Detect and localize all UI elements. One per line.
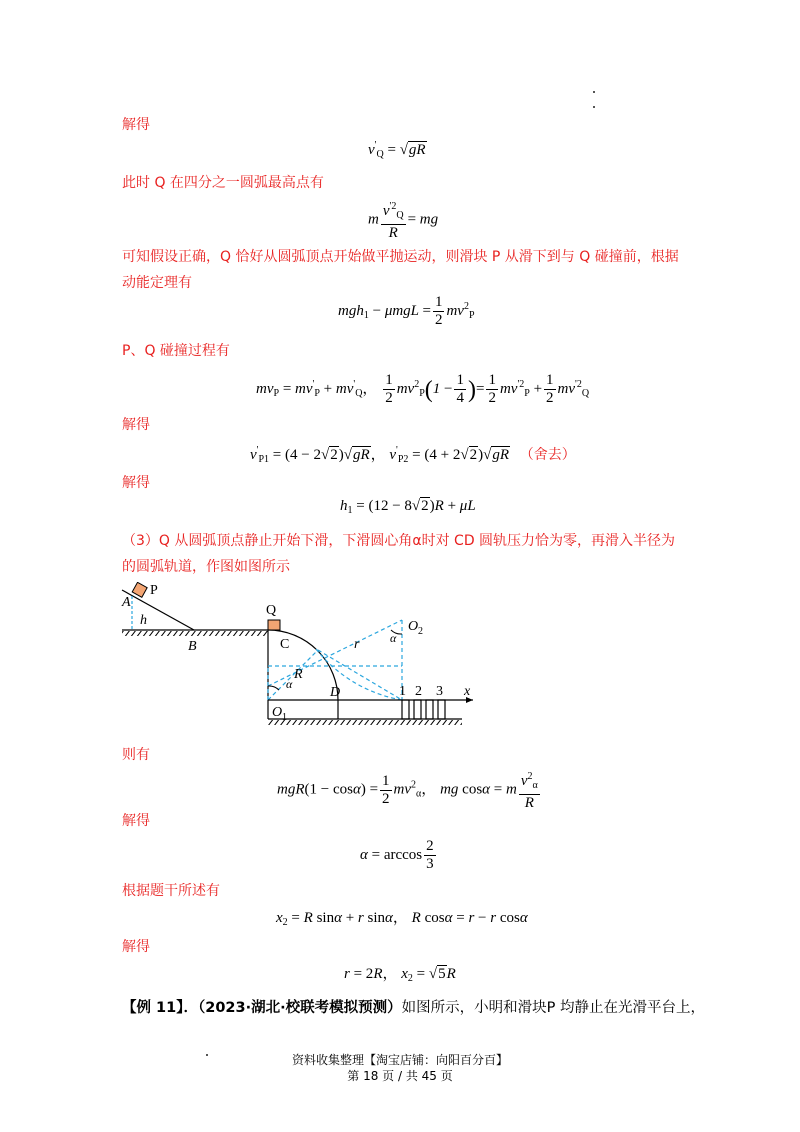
label-o2: O xyxy=(408,619,419,634)
equation-vp-roots: $v'_{P1} = (4 - 2√2)√gR$， $v'_{P2} = (4 + 2√2)√gR$ （舍去） xyxy=(250,445,576,465)
equation-energy: mgh$_1$ − μmgL = $\frac{1}{2}$ $mv^2_P$ xyxy=(338,294,475,328)
example-label: 【例 11】． xyxy=(122,1000,198,1016)
text-then: 则有 xyxy=(122,747,150,763)
equation-vq: $v'_Q = √gR$ xyxy=(368,140,426,160)
label-o1: O xyxy=(272,705,283,720)
line-R-radius xyxy=(268,650,318,700)
left-hatch xyxy=(122,631,268,636)
label-o1-sub: 1 xyxy=(282,712,287,723)
label-alpha-1: α xyxy=(286,677,293,691)
label-r: r xyxy=(354,637,360,652)
text-given: 根据题干所述有 xyxy=(122,883,220,899)
solve-label-4: 解得 xyxy=(122,813,150,829)
label-o2-sub: 2 xyxy=(418,626,423,637)
equation-x2: $x_2 = R$ sinα + r sinα， R cosα = r − r cosα xyxy=(276,910,528,928)
label-h: h xyxy=(140,613,147,628)
label-R: R xyxy=(294,667,303,682)
label-p: P xyxy=(150,583,158,598)
text-collision: P、Q 碰撞过程有 xyxy=(122,343,230,359)
text-top-point: 此时 Q 在四分之一圆弧最高点有 xyxy=(122,175,324,191)
label-d: D xyxy=(330,685,341,700)
label-1: 1 xyxy=(399,684,406,699)
header-mark xyxy=(593,91,595,93)
bar-2 xyxy=(414,700,421,719)
example-text: 如图所示，小明和滑块P 均静止在光滑平台上， xyxy=(401,1000,705,1016)
equation-alpha: α = arccos $\frac{2}{3}$ xyxy=(360,838,434,872)
label-b: B xyxy=(188,639,197,654)
footer-page-number: 第 18 页 / 共 45 页 xyxy=(347,1069,453,1083)
solve-label-3: 解得 xyxy=(122,475,150,491)
block-q xyxy=(268,620,280,630)
solve-label-5: 解得 xyxy=(122,939,150,955)
bar-3 xyxy=(426,700,433,719)
example-source: （2023·湖北·校联考模拟预测） xyxy=(197,1000,402,1016)
label-3: 3 xyxy=(436,684,443,699)
label-q: Q xyxy=(266,603,277,618)
solve-label-2: 解得 xyxy=(122,417,150,433)
text-assumption: 可知假设正确，Q 恰好从圆弧顶点开始做平抛运动，则滑块 P 从滑下到与 Q 碰撞前，根据动能定理有 xyxy=(122,249,679,291)
equation-momentum: $mv_P = mv'_P + mv'_Q$， $\frac{1}{2}$ $mv^2_P(1$ − $\frac{1}{4}$ )= $\frac{1}{2}$ $mv^{'2}_P$ + $\frac{1}{2}$ $mv^{'2}_Q$ xyxy=(256,372,590,406)
discard-note: （舍去） xyxy=(519,447,576,463)
label-c: C xyxy=(280,637,290,652)
example-11 xyxy=(122,996,705,1017)
solve-label-1: 解得 xyxy=(122,117,150,133)
incline xyxy=(122,590,194,630)
physics-diagram xyxy=(118,582,478,738)
footer-line-1: 资料收集整理【淘宝店铺：向阳百分百】 xyxy=(291,1053,508,1067)
block-p xyxy=(132,582,147,597)
bar-4 xyxy=(438,700,445,719)
equation-result: r = 2R， $x_2 = √5R$ xyxy=(344,966,456,984)
text-part3: （3）Q 从圆弧顶点静止开始下滑，下滑圆心角α时对 CD 圆轨压力恰为零，再滑入半径为的圆弧轨道，作图如图所示 xyxy=(122,533,676,575)
arc-r xyxy=(316,649,402,700)
label-a: A xyxy=(122,595,131,610)
equation-arc-energy: mgR(1 − cosα) = $\frac{1}{2}$ $mv^2_\alpha$， mg cosα = m $\frac{v^2_\alpha}{R}$ xyxy=(277,768,542,812)
header-mark xyxy=(593,106,595,108)
bar-1 xyxy=(402,700,409,719)
label-x: x xyxy=(464,684,471,699)
equation-h1: $h_1 = (12 - 8√2)R + \mu L$ xyxy=(340,498,476,516)
equation-centripetal: m $\frac{v^{'2}_Q}{R}$ = mg xyxy=(368,198,438,242)
label-2: 2 xyxy=(415,684,422,699)
label-alpha-2: α xyxy=(390,631,397,645)
